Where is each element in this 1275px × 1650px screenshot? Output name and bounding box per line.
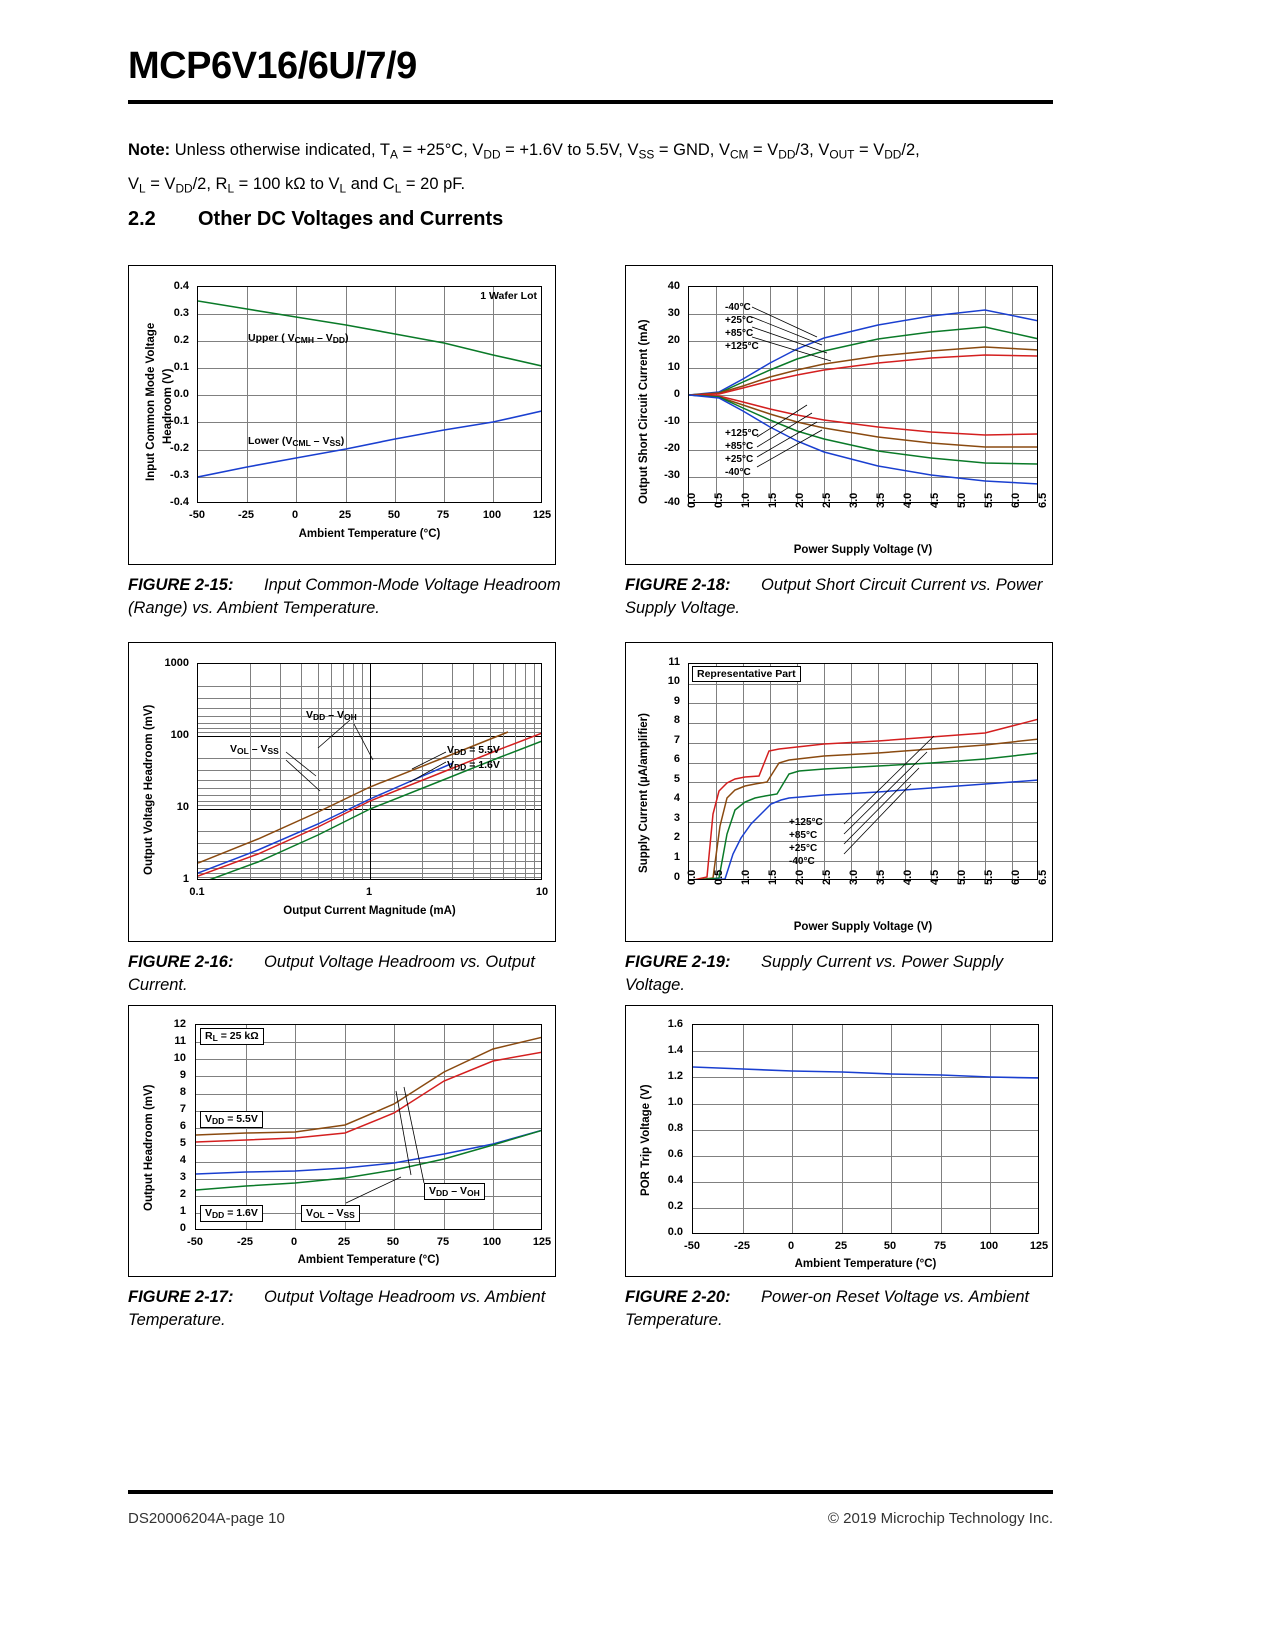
figure-2-20-plot <box>625 1005 1053 1277</box>
note-sub: L <box>139 181 146 196</box>
x-tick: 1.5 <box>767 869 779 885</box>
figure-caption-text: Output Voltage Headroom vs. Output Current. <box>128 953 535 994</box>
y-tick: -0.4 <box>170 496 189 508</box>
y-tick: 9 <box>673 695 680 707</box>
y-tick: 1 <box>179 1205 186 1217</box>
x-tick: 50 <box>386 1236 400 1248</box>
y-tick: 8 <box>179 1086 186 1098</box>
y-tick: 0 <box>673 871 680 883</box>
x-tick: 125 <box>532 509 552 521</box>
figure-2-16-plot <box>128 642 556 942</box>
note-text: V <box>128 175 140 194</box>
y-tick: 11 <box>174 1035 186 1047</box>
x-axis-title: Ambient Temperature (°C) <box>297 1254 440 1266</box>
note-block <box>128 135 1058 204</box>
y-axis-title-line1: Input Common Mode Voltage <box>145 322 157 481</box>
x-tick: 5.5 <box>983 869 995 885</box>
y-axis-title: Supply Current (µA/amplifier) <box>638 713 650 873</box>
annotation-rl: $R_L = 25$ kΩ <box>200 1028 264 1045</box>
note-text: = 20 pF. <box>401 175 466 194</box>
figure-2-15-plot <box>128 265 556 565</box>
x-tick: 0 <box>290 1236 298 1248</box>
note-text: = V <box>145 175 176 194</box>
x-tick: 1.5 <box>767 492 779 508</box>
note-text: Unless otherwise indicated, T <box>170 141 390 159</box>
y-tick: 1.4 <box>667 1044 683 1056</box>
x-tick: 2.5 <box>821 869 833 885</box>
annotation-vdd-16: $V_{DD} = 1.6V$ <box>200 1205 263 1222</box>
figure-caption-text: Supply Current vs. Power Supply Voltage. <box>625 953 1004 994</box>
note-text: /2, <box>901 141 920 159</box>
annotation-vdd-voh: $V_{DD} - V_{OH}$ <box>424 1183 485 1200</box>
x-tick: 0 <box>291 509 299 521</box>
figure-2-20 <box>625 1005 1065 1332</box>
y-tick: 6 <box>673 753 680 765</box>
annotation-vdd-voh: $V_{DD} - V_{OH}$ <box>306 709 357 723</box>
annotation-vdd-55: $V_{DD} = 5.5V$ <box>447 744 500 758</box>
note-sub: SS <box>638 147 655 162</box>
x-tick: 10 <box>535 886 549 898</box>
x-tick: 50 <box>883 1240 897 1252</box>
note-sub: L <box>227 181 235 196</box>
x-axis-title: Power Supply Voltage (V) <box>793 544 933 556</box>
y-tick: 3 <box>179 1171 186 1183</box>
x-tick: 0.0 <box>686 492 698 508</box>
y-tick: 7 <box>673 734 680 746</box>
note-text: = 100 kΩ to V <box>234 175 340 194</box>
annotation-representative-part: Representative Part <box>692 666 801 682</box>
annotation-vdd-16: $V_{DD} = 1.6V$ <box>447 759 500 773</box>
y-tick: 30 <box>667 307 680 319</box>
note-sub: A <box>389 147 398 162</box>
figure-label: FIGURE 2-19: <box>625 953 731 971</box>
figure-2-19 <box>625 642 1065 997</box>
x-tick: 5.0 <box>956 869 968 885</box>
y-tick: 0 <box>673 388 680 400</box>
x-tick: 25 <box>834 1240 848 1252</box>
y-tick: 4 <box>673 792 680 804</box>
x-tick: 1.0 <box>740 492 752 508</box>
y-tick: 1 <box>182 873 189 885</box>
x-tick: 100 <box>482 509 502 521</box>
annotation-wafer-lot: 1 Wafer Lot <box>480 290 537 302</box>
y-tick: 10 <box>173 1052 186 1064</box>
y-tick: 9 <box>179 1069 186 1081</box>
figure-2-17-caption <box>128 1286 568 1332</box>
annotation-vdd-55: $V_{DD} = 5.5V$ <box>200 1111 263 1128</box>
plot-canvas <box>195 1024 542 1230</box>
y-tick: 7 <box>179 1103 186 1115</box>
y-tick: 2 <box>673 831 680 843</box>
legend-top: -40°C +25°C +85°C +125°C <box>725 302 759 352</box>
figure-caption-text: Input Common-Mode Voltage Headroom (Range) vs. Ambient Temperature. <box>128 576 561 617</box>
x-tick: 5.0 <box>956 492 968 508</box>
y-tick: -0.3 <box>170 469 189 481</box>
figure-2-19-plot <box>625 642 1053 942</box>
x-tick: -25 <box>734 1240 750 1252</box>
x-axis-title: Output Current Magnitude (mA) <box>283 905 456 917</box>
note-text: = +1.6V to 5.5V, V <box>500 141 639 159</box>
note-sub: DD <box>175 181 193 196</box>
annotation-vol-vss: $V_{OL} - V_{SS}$ <box>301 1205 360 1222</box>
footer-divider <box>128 1490 1053 1494</box>
x-tick: 125 <box>532 1236 552 1248</box>
y-tick: 10 <box>667 361 680 373</box>
x-tick: 6.5 <box>1037 869 1049 885</box>
y-axis-title: Output Short Circuit Current (mA) <box>638 319 650 504</box>
figure-2-17 <box>128 1005 568 1332</box>
y-tick: 40 <box>667 280 680 292</box>
x-tick: 6.0 <box>1010 869 1022 885</box>
y-axis-title: Output Voltage Headroom (mV) <box>143 704 155 875</box>
x-tick: -50 <box>187 1236 203 1248</box>
note-sub: DD <box>483 147 501 162</box>
figure-caption-text: Power-on Reset Voltage vs. Ambient Temperature. <box>625 1288 1030 1329</box>
y-tick: 5 <box>179 1137 186 1149</box>
x-tick: 0.5 <box>713 869 725 885</box>
x-tick: 1 <box>365 886 373 898</box>
figure-caption-text: Output Short Circuit Current vs. Power Supply Voltage. <box>625 576 1043 617</box>
figure-2-16-caption <box>128 951 568 997</box>
x-tick: 4.0 <box>902 869 914 885</box>
x-tick: 6.5 <box>1037 492 1049 508</box>
note-text: = V <box>854 141 885 159</box>
x-tick: 0.0 <box>686 869 698 885</box>
figure-label: FIGURE 2-17: <box>128 1288 234 1306</box>
plot-canvas <box>688 663 1038 880</box>
figure-label: FIGURE 2-20: <box>625 1288 731 1306</box>
figure-2-17-plot <box>128 1005 556 1277</box>
y-tick: 8 <box>673 714 680 726</box>
figure-2-15-caption <box>128 574 568 620</box>
plot-canvas <box>197 286 542 503</box>
figure-2-16 <box>128 642 568 997</box>
x-axis-title: Power Supply Voltage (V) <box>793 921 933 933</box>
note-text: = GND, V <box>654 141 730 159</box>
annotation-lower: Lower $(V_{CML} - V_{SS})$ <box>248 435 345 449</box>
legend-bottom: +125°C +85°C +25°C -40°C <box>725 428 759 478</box>
plot-canvas <box>692 1024 1039 1234</box>
y-tick: 100 <box>170 729 189 741</box>
x-tick: 0.1 <box>189 886 205 898</box>
y-tick: 6 <box>179 1120 186 1132</box>
y-tick: 0.4 <box>173 280 189 292</box>
y-tick: -0.2 <box>170 442 189 454</box>
y-tick: 0.4 <box>667 1174 683 1186</box>
y-tick: 0.1 <box>173 361 189 373</box>
section-number: 2.2 <box>128 208 156 230</box>
x-tick: 4.5 <box>929 869 941 885</box>
note-text: /2, R <box>192 175 228 194</box>
plot-canvas <box>197 663 542 880</box>
y-tick: 2 <box>179 1188 186 1200</box>
y-tick: -0.1 <box>170 415 189 427</box>
x-tick: 2.0 <box>794 492 806 508</box>
note-sub: CM <box>729 147 749 162</box>
x-tick: 50 <box>387 509 401 521</box>
y-tick: 3 <box>673 812 680 824</box>
annotation-vol-vss: $V_{OL} - V_{SS}$ <box>230 743 279 757</box>
figure-2-15 <box>128 265 568 620</box>
x-tick: 3.5 <box>875 869 887 885</box>
footer-copyright: © 2019 Microchip Technology Inc. <box>827 1510 1053 1527</box>
y-tick: 1.6 <box>667 1018 683 1030</box>
y-axis-title: Output Headroom (mV) <box>143 1084 155 1211</box>
x-tick: 3.0 <box>848 492 860 508</box>
page-title: MCP6V16/6U/7/9 <box>128 45 417 87</box>
x-tick: 2.0 <box>794 869 806 885</box>
y-tick: 10 <box>667 675 680 687</box>
figure-2-18-plot <box>625 265 1053 565</box>
y-axis-title: POR Trip Voltage (V) <box>640 1084 652 1196</box>
x-tick: 4.0 <box>902 492 914 508</box>
x-tick: 2.5 <box>821 492 833 508</box>
x-tick: 75 <box>933 1240 947 1252</box>
y-tick: 0.8 <box>667 1122 683 1134</box>
x-tick: 100 <box>979 1240 999 1252</box>
figure-label: FIGURE 2-18: <box>625 576 731 594</box>
y-tick: -10 <box>664 415 680 427</box>
y-tick: 1.2 <box>667 1070 683 1082</box>
x-tick: 1.0 <box>740 869 752 885</box>
note-text: and C <box>346 175 395 194</box>
y-tick: 1.0 <box>667 1096 683 1108</box>
figure-2-18-caption <box>625 574 1065 620</box>
x-tick: 0 <box>787 1240 795 1252</box>
note-text: = +25°C, V <box>397 141 484 159</box>
y-tick: -40 <box>664 496 680 508</box>
note-text: = V <box>748 141 779 159</box>
note-text: /3, V <box>795 141 830 159</box>
y-tick: 0.2 <box>173 334 189 346</box>
x-tick: 75 <box>436 1236 450 1248</box>
x-tick: 75 <box>436 509 450 521</box>
note-label: Note: <box>128 141 171 159</box>
y-axis-title-line2: Headroom (V) <box>162 368 174 444</box>
note-sub: L <box>394 181 402 196</box>
y-tick: 4 <box>179 1154 186 1166</box>
y-tick: 10 <box>176 801 189 813</box>
x-tick: 25 <box>337 1236 351 1248</box>
y-tick: 20 <box>667 334 680 346</box>
plot-canvas <box>688 286 1038 503</box>
x-tick: 4.5 <box>929 492 941 508</box>
note-sub: OUT <box>829 147 855 162</box>
figure-label: FIGURE 2-15: <box>128 576 234 594</box>
y-tick: 0.2 <box>667 1200 683 1212</box>
x-tick: -25 <box>238 509 254 521</box>
y-tick: 0 <box>179 1222 186 1234</box>
note-sub: DD <box>778 147 796 162</box>
y-tick: 12 <box>173 1018 186 1030</box>
legend: +125°C +85°C +25°C -40°C <box>789 817 823 867</box>
note-sub: DD <box>884 147 902 162</box>
title-divider <box>128 100 1053 104</box>
x-tick: 125 <box>1029 1240 1049 1252</box>
note-sub: L <box>339 181 347 196</box>
x-tick: 3.5 <box>875 492 887 508</box>
y-tick: 0.6 <box>667 1148 683 1160</box>
figure-2-19-caption <box>625 951 1065 997</box>
x-tick: 100 <box>482 1236 502 1248</box>
y-tick: 1 <box>673 851 680 863</box>
x-tick: -25 <box>237 1236 253 1248</box>
annotation-upper: Upper ( $V_{CMH} - V_{DD}$) <box>248 332 349 346</box>
x-axis-title: Ambient Temperature (°C) <box>794 1258 937 1270</box>
y-tick: -30 <box>664 469 680 481</box>
figure-caption-text: Output Voltage Headroom vs. Ambient Temperature. <box>128 1288 546 1329</box>
x-tick: -50 <box>189 509 205 521</box>
section-title: Other DC Voltages and Currents <box>198 208 504 230</box>
y-tick: 1000 <box>164 657 189 669</box>
y-tick: 0.0 <box>173 388 189 400</box>
figure-2-20-caption <box>625 1286 1065 1332</box>
x-axis-title: Ambient Temperature (°C) <box>298 528 441 540</box>
x-tick: 6.0 <box>1010 492 1022 508</box>
y-tick: 0.0 <box>667 1226 683 1238</box>
x-tick: -50 <box>684 1240 700 1252</box>
y-tick: 5 <box>673 773 680 785</box>
footer-document-number: DS20006204A-page 10 <box>128 1510 285 1527</box>
y-tick: 11 <box>668 656 680 668</box>
figure-2-18 <box>625 265 1065 620</box>
x-tick: 5.5 <box>983 492 995 508</box>
x-tick: 0.5 <box>713 492 725 508</box>
x-tick: 25 <box>338 509 352 521</box>
x-tick: 3.0 <box>848 869 860 885</box>
y-tick: -20 <box>664 442 680 454</box>
y-tick: 0.3 <box>173 307 189 319</box>
figure-label: FIGURE 2-16: <box>128 953 234 971</box>
